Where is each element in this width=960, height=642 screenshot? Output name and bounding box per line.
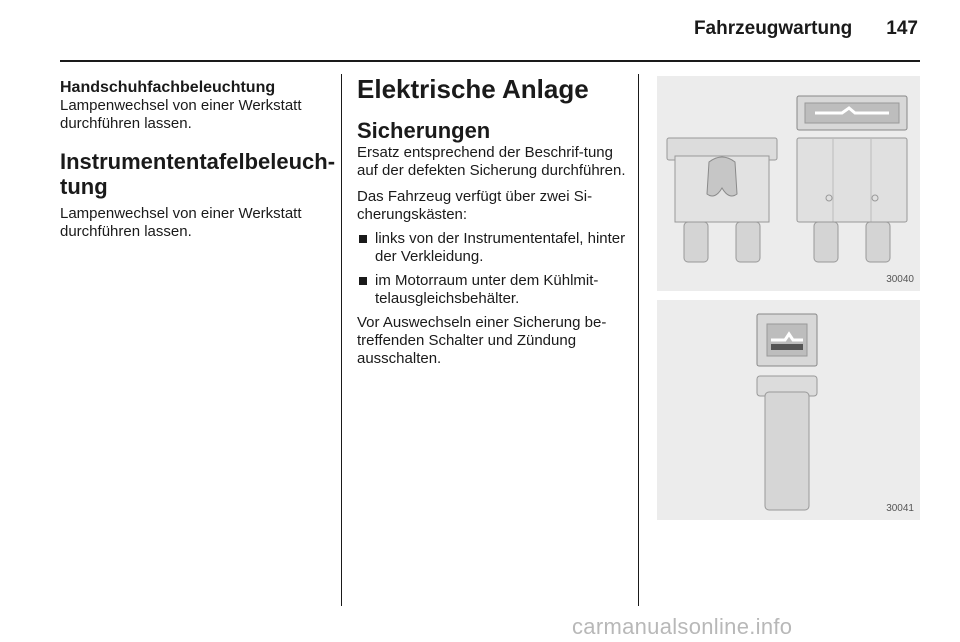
column-divider-right <box>638 74 639 606</box>
paragraph-2: Das Fahrzeug verfügt über zwei Si-cherungskästen: <box>357 188 593 223</box>
watermark: carmanualsonline.info <box>572 614 793 639</box>
heading-instrument-light: Instrumententafelbeleuch-tung <box>60 149 336 199</box>
figure-code: 30041 <box>886 503 914 514</box>
middle-column <box>357 74 632 368</box>
heading-glovebox-light: Handschuhfachbeleuchtung <box>60 79 276 96</box>
figure-fuse-side <box>657 300 920 520</box>
figure-code: 30040 <box>886 274 914 285</box>
bullet-list <box>357 230 632 308</box>
header-title: Fahrzeugwartung <box>693 18 853 39</box>
page-header <box>694 18 918 48</box>
column-divider-left <box>341 74 342 606</box>
list-item: im Motorraum unter dem Kühlmit-telausgleichsbehälter. <box>357 272 632 308</box>
section-title: Elektrische Anlage <box>357 74 589 104</box>
blade-fuse-illustration <box>657 76 920 291</box>
paragraph-3: Vor Auswechseln einer Sicherung be-treffenden Schalter und Zündung ausschalten. <box>357 314 607 367</box>
fuse-side-illustration <box>657 300 920 520</box>
text-glovebox-light: Lampenwechsel von einer Werkstatt durchführen lassen. <box>60 97 302 132</box>
header-rule <box>60 60 920 62</box>
list-item: links von der Instrumententafel, hinter der Verkleidung. <box>357 230 632 266</box>
page-number: 147 <box>886 18 918 39</box>
section-subtitle: Sicherungen <box>357 118 491 143</box>
figure-blade-fuse <box>657 76 920 291</box>
left-column <box>60 78 336 241</box>
paragraph-1: Ersatz entsprechend der Beschrif-tung auf der defekten Sicherung durchführen. <box>357 144 626 179</box>
text-instrument-light: Lampenwechsel von einer Werkstatt durchführen lassen. <box>60 205 302 240</box>
